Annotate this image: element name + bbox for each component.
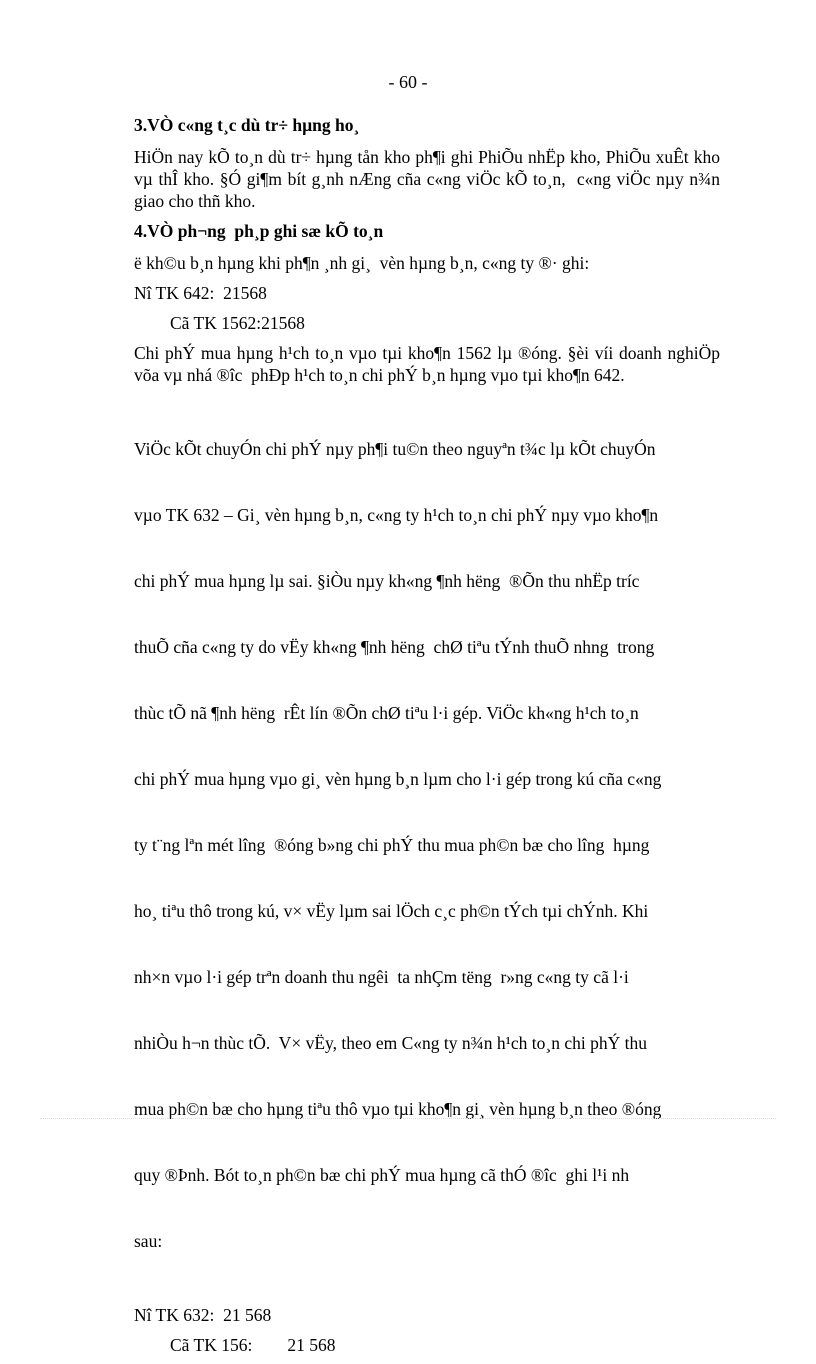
paragraph-line: ho¸ tiªu thô trong kú, v× vËy lµm sai lÖch c¸c ph©n tÝch tµi chÝnh. Khi bbox=[134, 901, 649, 921]
journal-entry-2-debit: Nî TK 632: 21 568 bbox=[134, 1305, 272, 1325]
paragraph-line: thuÕ cña c«ng ty do vËy kh«ng ¶nh hëng chØ tiªu tÝnh thuÕ nhng trong bbox=[134, 637, 655, 657]
paragraph-transfer-cost bbox=[134, 394, 720, 1296]
paragraph-purchase-cost: Chi phÝ mua hµng h¹ch to¸n vµo tµi kho¶n 1562 lµ ®óng. §èi víi doanh nghiÖp võa vµ nhá ®îc phÐp h¹ch to¸n chi phÝ b¸n hµng vµo tµi kho¶n 642. bbox=[134, 343, 725, 385]
paragraph-line: ViÖc kÕt chuyÓn chi phÝ nµy ph¶i tu©n theo nguyªn t¾c lµ kÕt chuyÓn bbox=[134, 439, 656, 459]
paragraph-line: sau: bbox=[134, 1231, 163, 1251]
paragraph-line: quy ®Þnh. Bót to¸n ph©n bæ chi phÝ mua hµng cã thÓ ®îc ghi l¹i nh bbox=[134, 1165, 630, 1185]
paragraph-line: nh×n vµo l·i gép trªn doanh thu ngêi ta nhÇm tëng r»ng c«ng ty cã l·i bbox=[134, 967, 629, 987]
paragraph-line: thùc tÕ nã ¶nh hëng rÊt lín ®Õn chØ tiªu l·i gép. ViÖc kh«ng h¹ch to¸n bbox=[134, 703, 639, 723]
section-4-heading: 4.VÒ ph¬ng ph¸p ghi sæ kÕ to¸n bbox=[134, 221, 384, 241]
journal-entry-2-credit: Cã TK 156: 21 568 bbox=[170, 1335, 336, 1355]
paragraph-line: ty t¨ng lªn mét lîng ®óng b»ng chi phÝ thu mua ph©n bæ cho lîng hµng bbox=[134, 835, 650, 855]
journal-entry-1-debit: Nî TK 642: 21568 bbox=[134, 283, 267, 303]
paragraph-line: chi phÝ mua hµng lµ sai. §iÒu nµy kh«ng ¶nh hëng ®Õn thu nhËp tríc bbox=[134, 571, 640, 591]
paragraph-line: chi phÝ mua hµng vµo gi¸ vèn hµng b¸n lµm cho l·i gép trong kú cña c«ng bbox=[134, 769, 662, 789]
document-body bbox=[134, 114, 725, 1364]
section-4-intro: ë kh©u b¸n hµng khi ph¶n ¸nh gi¸ vèn hµng b¸n, c«ng ty ®· ghi: bbox=[134, 253, 590, 273]
page-bottom-divider bbox=[40, 1118, 776, 1119]
paragraph-line: nhiÒu h¬n thùc tÕ. V× vËy, theo em C«ng ty n¾n h¹ch to¸n chi phÝ thu bbox=[134, 1033, 647, 1053]
journal-entry-1-credit: Cã TK 1562:21568 bbox=[170, 313, 305, 333]
paragraph-line: mua ph©n bæ cho hµng tiªu thô vµo tµi kho¶n gi¸ vèn hµng b¸n theo ®óng bbox=[134, 1099, 662, 1119]
paragraph-line: vµo TK 632 – Gi¸ vèn hµng b¸n, c«ng ty h¹ch to¸n chi phÝ nµy vµo kho¶n bbox=[134, 505, 659, 525]
section-3-heading: 3.VÒ c«ng t¸c dù tr÷ hµng ho¸ bbox=[134, 115, 360, 135]
section-3-paragraph: HiÖn nay kÕ to¸n dù tr÷ hµng tån kho ph¶i ghi PhiÕu nhËp kho, PhiÕu xuÊt kho vµ thÎ kho. §Ó gi¶m bít g¸nh nÆng cña c«ng viÖc kÕ to¸n, c«ng viÖc nµy n¾n giao cho thñ kho. bbox=[134, 147, 725, 211]
page-number: - 60 - bbox=[388, 72, 428, 92]
